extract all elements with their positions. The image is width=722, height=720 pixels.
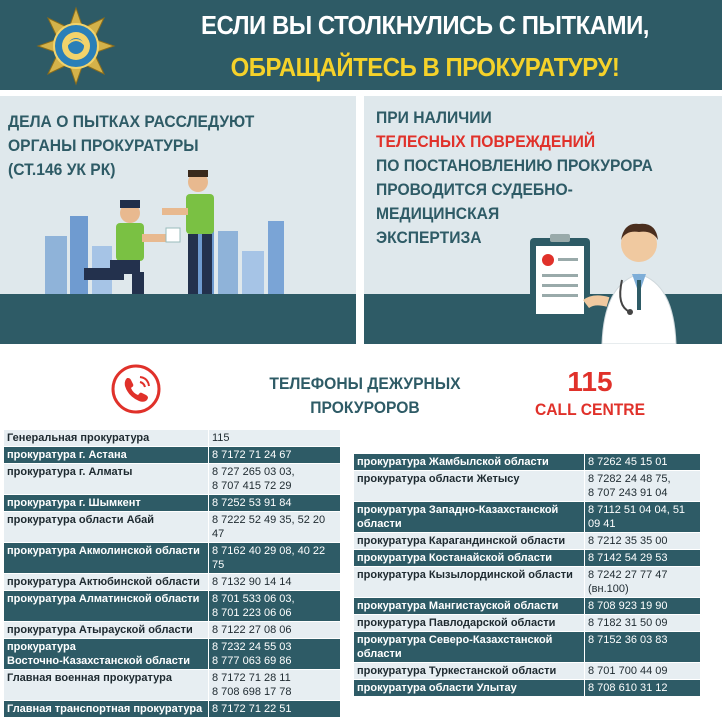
header-banner <box>0 0 722 90</box>
phones-title: ТЕЛЕФОНЫ ДЕЖУРНЫХ ПРОКУРОРОВ <box>269 374 461 417</box>
phone-number[interactable]: 8 727 265 03 03, 8 707 415 72 29 <box>209 464 341 495</box>
phone-number[interactable]: 8 7242 27 77 47 (вн.100) <box>585 567 701 598</box>
table-row <box>4 622 340 639</box>
prosecutor-office-name: прокуратура Павлодарской области <box>354 615 585 632</box>
phone-number[interactable]: 8 7252 53 91 84 <box>209 495 341 512</box>
investigation-panel <box>0 96 356 344</box>
table-row <box>4 543 340 574</box>
medical-exam-panel <box>364 96 722 344</box>
call-centre-label: CALL CENTRE <box>534 400 646 419</box>
prosecutor-office-name: прокуратура г. Алматы <box>4 464 209 495</box>
table-row <box>354 598 700 615</box>
phone-number[interactable]: 8 7172 71 28 11 8 708 698 17 78 <box>209 670 341 701</box>
table-row <box>354 471 700 502</box>
prosecutor-office-name: прокуратура Восточно-Казахстанской области <box>4 639 209 670</box>
prosecutor-office-name: прокуратура Туркестанской области <box>354 663 585 680</box>
prosecutor-office-name: прокуратура г. Астана <box>4 447 209 464</box>
table-row <box>354 615 700 632</box>
table-row <box>4 574 340 591</box>
medical-line5: ЭКСПЕРТИЗА <box>376 228 482 247</box>
prosecutor-office-name: Главная транспортная прокуратура <box>4 701 209 718</box>
phone-number[interactable]: 115 <box>209 430 341 447</box>
phone-number[interactable]: 8 7162 40 29 08, 40 22 75 <box>209 543 341 574</box>
prosecutor-office-name: прокуратура области Улытау <box>354 680 585 697</box>
table-row <box>4 639 340 670</box>
table-row <box>354 454 700 471</box>
phone-number[interactable]: 8 7182 31 50 09 <box>585 615 701 632</box>
prosecutor-office-name: прокуратура области Жетысу <box>354 471 585 502</box>
table-row <box>4 447 340 464</box>
table-row <box>4 591 340 622</box>
table-row <box>4 701 340 718</box>
phone-number[interactable]: 8 7122 27 08 06 <box>209 622 341 639</box>
medical-line4: ПРОВОДИТСЯ СУДЕБНО-МЕДИЦИНСКАЯ <box>376 180 573 223</box>
table-row <box>354 550 700 567</box>
prosecutor-phones-table-left <box>4 430 340 718</box>
prosecutor-office-name: прокуратура Акмолинской области <box>4 543 209 574</box>
ground-strip <box>0 294 356 344</box>
table-row <box>354 680 700 697</box>
prosecutor-office-name: прокуратура Костанайской области <box>354 550 585 567</box>
prosecutor-office-name: прокуратура Мангистауской области <box>354 598 585 615</box>
phone-number[interactable]: 8 7172 71 22 51 <box>209 701 341 718</box>
header-title-line2: ОБРАЩАЙТЕСЬ В ПРОКУРАТУРУ! <box>230 52 620 82</box>
prosecutor-office-name: прокуратура Кызылординской области <box>354 567 585 598</box>
investigation-text: ДЕЛА О ПЫТКАХ РАССЛЕДУЮТ ОРГАНЫ ПРОКУРАТУРЫ (СТ.146 УК РК) <box>8 112 255 179</box>
doctor-illustration <box>524 214 714 344</box>
prosecutor-office-name: прокуратура Алматинской области <box>4 591 209 622</box>
table-row <box>4 464 340 495</box>
phone-icon <box>110 363 162 415</box>
table-row <box>354 632 700 663</box>
phone-number[interactable]: 8 7262 45 15 01 <box>585 454 701 471</box>
table-row <box>354 502 700 533</box>
prosecutor-office-name: прокуратура Карагандинской области <box>354 533 585 550</box>
phone-number[interactable]: 8 7132 90 14 14 <box>209 574 341 591</box>
table-row <box>354 533 700 550</box>
table-row <box>4 670 340 701</box>
prosecutor-office-name: прокуратура Северо-Казахстанской области <box>354 632 585 663</box>
phone-number[interactable]: 8 7222 52 49 35, 52 20 47 <box>209 512 341 543</box>
prosecutor-office-name: прокуратура Жамбылской области <box>354 454 585 471</box>
state-emblem-icon <box>36 6 116 86</box>
prosecutor-office-name: Главная военная прокуратура <box>4 670 209 701</box>
phone-number[interactable]: 8 701 700 44 09 <box>585 663 701 680</box>
medical-line1: ПРИ НАЛИЧИИ <box>376 108 492 127</box>
prosecutor-office-name: прокуратура Актюбинской области <box>4 574 209 591</box>
table-row <box>4 512 340 543</box>
medical-line3: ПО ПОСТАНОВЛЕНИЮ ПРОКУРОРА <box>376 156 653 175</box>
prosecutor-office-name: прокуратура г. Шымкент <box>4 495 209 512</box>
prosecutor-phones-table-right <box>354 454 700 697</box>
phone-number[interactable]: 8 708 923 19 90 <box>585 598 701 615</box>
table-row <box>354 567 700 598</box>
phone-number[interactable]: 8 7172 71 24 67 <box>209 447 341 464</box>
table-row <box>4 430 340 447</box>
phone-number[interactable]: 8 708 610 31 12 <box>585 680 701 697</box>
header-title-line1: ЕСЛИ ВЫ СТОЛКНУЛИСЬ С ПЫТКАМИ, <box>200 10 649 40</box>
phone-number[interactable]: 8 7152 36 03 83 <box>585 632 701 663</box>
phone-number[interactable]: 8 7232 24 55 03 8 777 063 69 86 <box>209 639 341 670</box>
phone-number[interactable]: 8 7282 24 48 75, 8 707 243 91 04 <box>585 471 701 502</box>
medical-line2-highlight: ТЕЛЕСНЫХ ПОВРЕЖДЕНИЙ <box>376 132 596 151</box>
prosecutor-office-name: прокуратура Атырауской области <box>4 622 209 639</box>
phone-number[interactable]: 8 7142 54 29 53 <box>585 550 701 567</box>
phone-number[interactable]: 8 701 533 06 03, 8 701 223 06 06 <box>209 591 341 622</box>
prosecutor-office-name: прокуратура области Абай <box>4 512 209 543</box>
prosecutor-office-name: Генеральная прокуратура <box>4 430 209 447</box>
phone-number[interactable]: 8 7112 51 04 04, 51 09 41 <box>585 502 701 533</box>
phone-number[interactable]: 8 7212 35 35 00 <box>585 533 701 550</box>
prosecutor-office-name: прокуратура Западно-Казахстанской области <box>354 502 585 533</box>
table-row <box>354 663 700 680</box>
table-row <box>4 495 340 512</box>
call-centre-number: 115 <box>567 366 613 397</box>
